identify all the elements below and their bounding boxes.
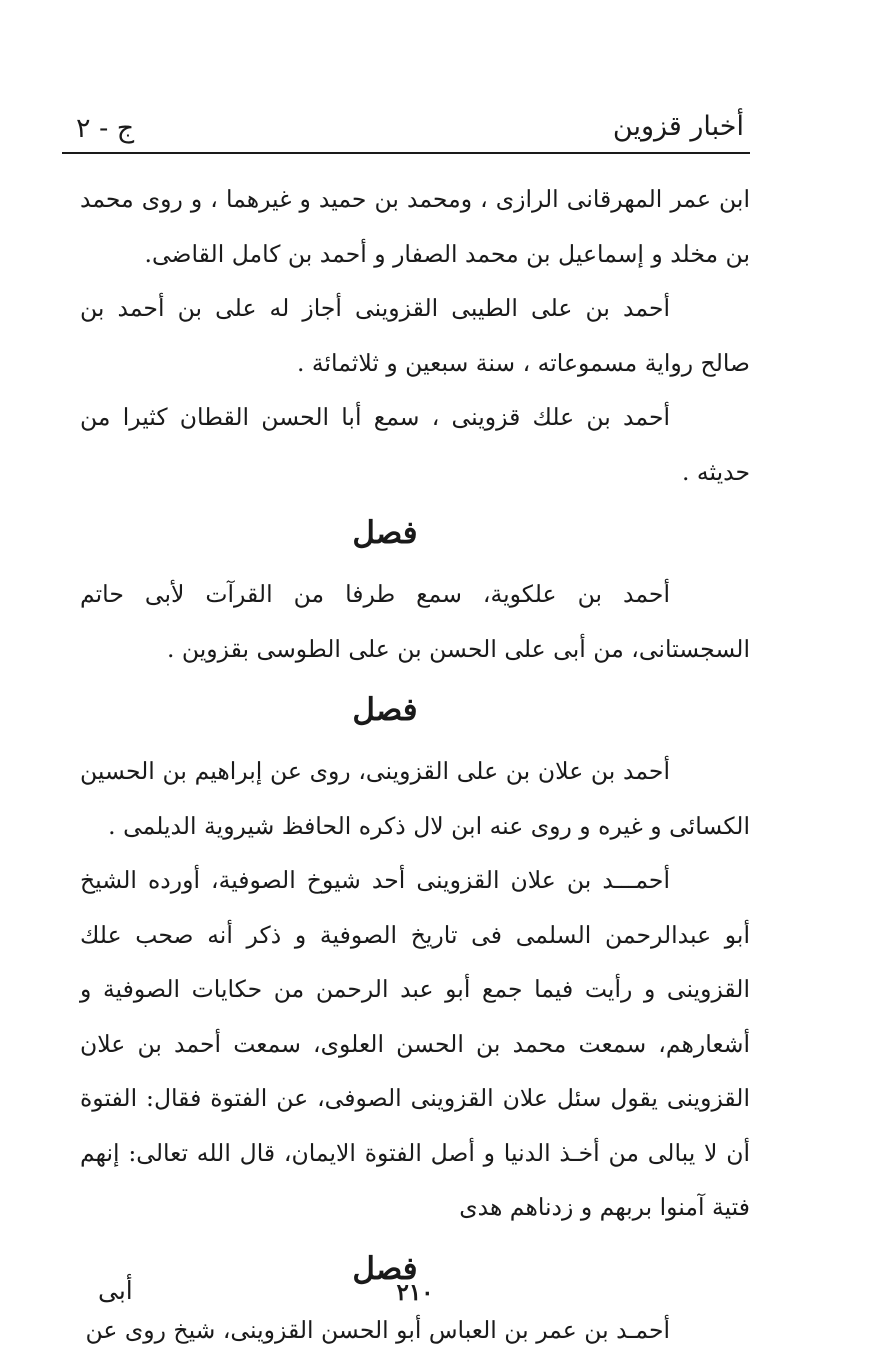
paragraph-entry: أحمد بن علكوية، سمع طرفا من القرآت لأبى حاتم السجستانى، من أبى على الحسن بن على الطوسى بقزوين . <box>80 567 750 676</box>
section-heading: فصل <box>80 499 750 567</box>
paragraph-entry: أحمد بن على الطيبى القزوينى أجاز له على بن أحمد بن صالح رواية مسموعاته ، سنة سبعين و ثلاثمائة . <box>80 281 750 390</box>
paragraph-entry: أحمد بن علك قزوينى ، سمع أبا الحسن القطان كثيرا من حديثه . <box>80 390 750 499</box>
section-heading: فصل <box>80 676 750 744</box>
running-title: أخبار قزوين <box>613 110 744 144</box>
paragraph-entry: أحمـد بن عمر بن العباس أبو الحسن القزوينى، شيخ روى عن <box>80 1303 750 1357</box>
section-heading: فصل <box>80 1235 750 1303</box>
volume-number: ج - ٢ <box>76 112 134 146</box>
catchword: أبى <box>98 1276 133 1306</box>
paragraph-entry: أحمد بن علان بن على القزوينى، روى عن إبراهيم بن الحسين الكسائى و غيره و روى عنه ابن لال ذكره الحافظ شيروية الديلمى . <box>80 744 750 853</box>
page-header <box>62 108 750 154</box>
page-number: ٢١٠ <box>375 1278 455 1308</box>
paragraph-continuation: ابن عمر المهرقانى الرازى ، ومحمد بن حميد و غيرهما ، و روى محمد بن مخلد و إسماعيل بن محمد الصفار و أحمد بن كامل القاضى. <box>80 172 750 281</box>
paragraph-entry: أحمـــد بن علان القزوينى أحد شيوخ الصوفية، أورده الشيخ أبو عبدالرحمن السلمى فى تاريخ الصوفية و ذكر أنه صحب علك القزوينى و رأيت فيما جمع أبو عبد الرحمن من حكايات الصوفية و أشعارهم، سمعت محمد بن الحسن العلوى، سمعت أحمد بن علان القزوينى يقول سئل علان القزوينى الصوفى، عن الفتوة فقال: الفتوة أن لا يبالى من أخـذ الدنيا و أصل الفتوة الايمان، قال الله تعالى: إنهم فتية آمنوا بربهم و زدناهم هدى <box>80 853 750 1235</box>
page-body <box>80 172 750 1357</box>
